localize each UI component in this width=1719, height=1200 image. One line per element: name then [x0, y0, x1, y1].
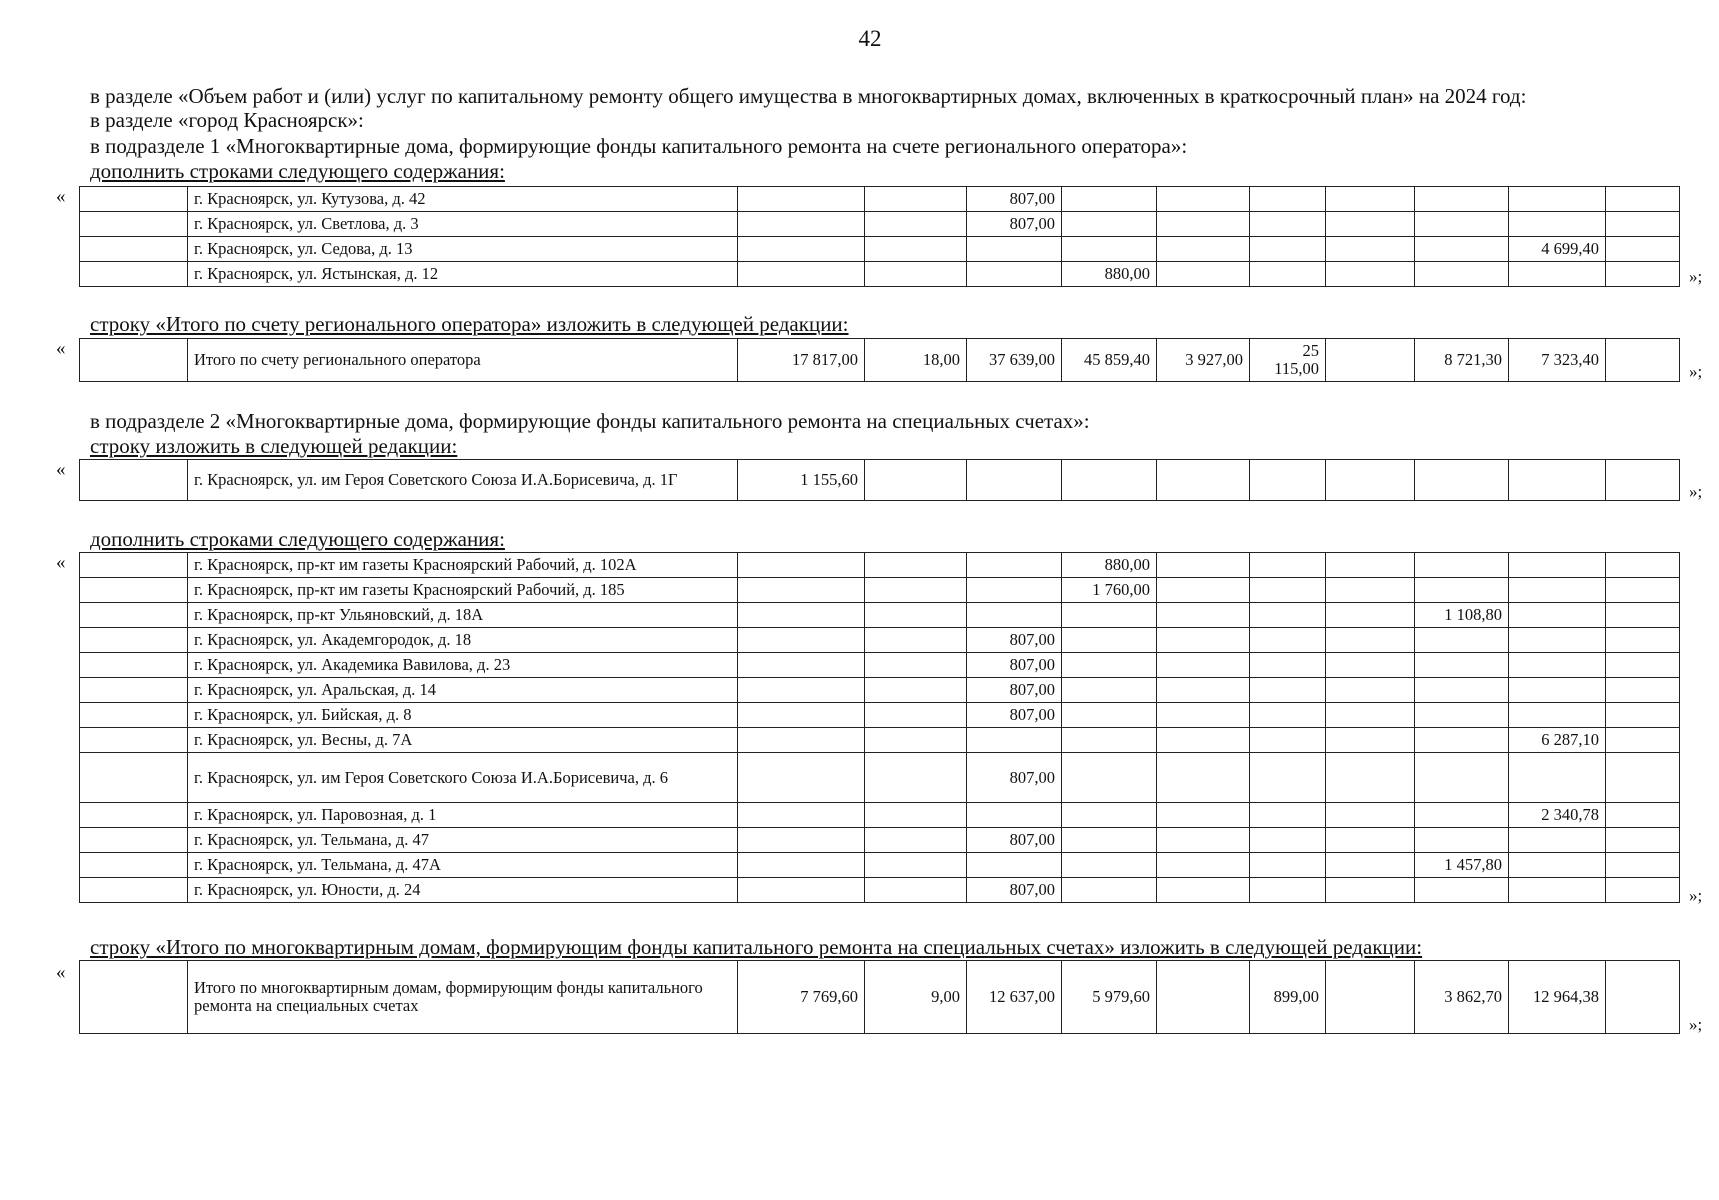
value-cell: [1326, 728, 1415, 753]
intro-line-3: в подразделе 1 «Многоквартирные дома, формирующие фонды капитального ремонта на счете регионального оператора»:: [90, 134, 1188, 158]
value-cell: [1062, 703, 1157, 728]
value-cell: [1415, 460, 1509, 501]
value-cell: [865, 187, 967, 212]
value-cell: 2 340,78: [1509, 803, 1606, 828]
table-row: [80, 628, 1680, 653]
table-regional-additions: [79, 186, 1680, 287]
value-cell: [1606, 578, 1680, 603]
value-cell: 17 817,00: [738, 339, 865, 382]
address-cell: г. Красноярск, ул. им Героя Советского Союза И.А.Борисевича, д. 6: [188, 753, 738, 803]
row-number-cell: [80, 961, 188, 1034]
value-cell: 807,00: [967, 212, 1062, 237]
value-cell: [1250, 578, 1326, 603]
value-cell: 807,00: [967, 828, 1062, 853]
value-cell: [1157, 803, 1250, 828]
address-cell: г. Красноярск, ул. Бийская, д. 8: [188, 703, 738, 728]
value-cell: [738, 237, 865, 262]
value-cell: 807,00: [967, 878, 1062, 903]
value-cell: [1062, 878, 1157, 903]
value-cell: [1062, 187, 1157, 212]
page-number: 42: [858, 26, 882, 51]
value-cell: [1062, 460, 1157, 501]
table-row: [80, 803, 1680, 828]
open-quote: «: [56, 552, 66, 573]
value-cell: [1509, 628, 1606, 653]
value-cell: 37 639,00: [967, 339, 1062, 382]
value-cell: 4 699,40: [1509, 237, 1606, 262]
row-number-cell: [80, 339, 188, 382]
close-quote: »;: [1689, 482, 1703, 501]
address-cell: г. Красноярск, ул. Весны, д. 7А: [188, 728, 738, 753]
value-cell: [1157, 578, 1250, 603]
table-row: [80, 653, 1680, 678]
value-cell: [967, 578, 1062, 603]
value-cell: [1509, 603, 1606, 628]
value-cell: 899,00: [1250, 961, 1326, 1034]
row-number-cell: [80, 237, 188, 262]
value-cell: [1157, 753, 1250, 803]
value-cell: 9,00: [865, 961, 967, 1034]
value-cell: [1509, 187, 1606, 212]
value-cell: [1415, 878, 1509, 903]
value-cell: [1157, 262, 1250, 287]
value-cell: [865, 628, 967, 653]
value-cell: [1157, 728, 1250, 753]
intro-line-4: дополнить строками следующего содержания:: [90, 159, 505, 183]
table-row: [80, 753, 1680, 803]
address-cell: г. Красноярск, ул. Академгородок, д. 18: [188, 628, 738, 653]
table-total-special: [79, 960, 1680, 1034]
total-special-heading: строку «Итого по многоквартирным домам, формирующим фонды капитального ремонта на специальных счетах» изложить в следующей редакции:: [90, 935, 1423, 959]
value-cell: [1606, 628, 1680, 653]
value-cell: [1606, 753, 1680, 803]
value-cell: [1157, 828, 1250, 853]
value-cell: [1509, 853, 1606, 878]
value-cell: [1326, 237, 1415, 262]
value-cell: [738, 212, 865, 237]
value-cell: 880,00: [1062, 262, 1157, 287]
value-cell: [1157, 212, 1250, 237]
open-quote: «: [56, 338, 66, 359]
value-cell: [1509, 262, 1606, 287]
value-cell: [1509, 828, 1606, 853]
value-cell: [1326, 628, 1415, 653]
value-cell: 1 108,80: [1415, 603, 1509, 628]
value-cell: [865, 753, 967, 803]
address-cell: г. Красноярск, ул. Седова, д. 13: [188, 237, 738, 262]
value-cell: 8 721,30: [1415, 339, 1509, 382]
value-cell: [967, 853, 1062, 878]
table2-heading: дополнить строками следующего содержания:: [90, 527, 505, 551]
address-cell: г. Красноярск, ул. Юности, д. 24: [188, 878, 738, 903]
value-cell: [1062, 828, 1157, 853]
value-cell: 807,00: [967, 703, 1062, 728]
row-number-cell: [80, 753, 188, 803]
address-cell: г. Красноярск, ул. Аральская, д. 14: [188, 678, 738, 703]
address-cell: г. Красноярск, ул. Тельмана, д. 47: [188, 828, 738, 853]
address-cell: г. Красноярск, пр-кт им газеты Красноярский Рабочий, д. 102А: [188, 553, 738, 578]
value-cell: [865, 653, 967, 678]
value-cell: [1326, 828, 1415, 853]
value-cell: [1326, 578, 1415, 603]
value-cell: [738, 187, 865, 212]
value-cell: [1250, 553, 1326, 578]
value-cell: [738, 703, 865, 728]
total-regional-heading: строку «Итого по счету регионального оператора» изложить в следующей редакции:: [90, 312, 849, 336]
value-cell: [1326, 878, 1415, 903]
intro-line-2: в разделе «город Красноярск»:: [90, 108, 364, 132]
value-cell: [738, 678, 865, 703]
row-number-cell: [80, 653, 188, 678]
value-cell: [1509, 460, 1606, 501]
value-cell: [865, 553, 967, 578]
row-number-cell: [80, 728, 188, 753]
value-cell: [1157, 961, 1250, 1034]
table-row: [80, 961, 1680, 1034]
value-cell: [1606, 460, 1680, 501]
value-cell: [1606, 961, 1680, 1034]
row-number-cell: [80, 678, 188, 703]
value-cell: [1062, 678, 1157, 703]
table-row: [80, 878, 1680, 903]
value-cell: [1062, 803, 1157, 828]
value-cell: [865, 578, 967, 603]
table-row: [80, 828, 1680, 853]
table-row: [80, 728, 1680, 753]
value-cell: [967, 460, 1062, 501]
value-cell: [1415, 828, 1509, 853]
value-cell: 807,00: [967, 753, 1062, 803]
value-cell: [1606, 339, 1680, 382]
value-cell: [1250, 878, 1326, 903]
value-cell: [738, 853, 865, 878]
value-cell: [1250, 603, 1326, 628]
value-cell: [865, 878, 967, 903]
open-quote: «: [56, 186, 66, 207]
table-row: [80, 553, 1680, 578]
value-cell: [1415, 753, 1509, 803]
value-cell: [1062, 753, 1157, 803]
address-cell: г. Красноярск, ул. Тельмана, д. 47А: [188, 853, 738, 878]
value-cell: [1326, 262, 1415, 287]
value-cell: [1326, 703, 1415, 728]
table-row: [80, 603, 1680, 628]
address-cell: г. Красноярск, ул. Паровозная, д. 1: [188, 803, 738, 828]
value-cell: 3 862,70: [1415, 961, 1509, 1034]
value-cell: [738, 603, 865, 628]
value-cell: [738, 653, 865, 678]
value-cell: [865, 603, 967, 628]
value-cell: [1415, 803, 1509, 828]
value-cell: [865, 212, 967, 237]
value-cell: [1157, 653, 1250, 678]
value-cell: [1509, 653, 1606, 678]
value-cell: [1509, 212, 1606, 237]
value-cell: [1326, 803, 1415, 828]
value-cell: [1250, 753, 1326, 803]
row-number-cell: [80, 187, 188, 212]
value-cell: [1606, 878, 1680, 903]
value-cell: 12 637,00: [967, 961, 1062, 1034]
close-quote: »;: [1689, 362, 1703, 381]
row-number-cell: [80, 603, 188, 628]
subsection2-heading: в подразделе 2 «Многоквартирные дома, формирующие фонды капитального ремонта на специальных счетах»:: [90, 409, 1090, 433]
value-cell: [738, 578, 865, 603]
value-cell: 807,00: [967, 628, 1062, 653]
value-cell: [1606, 553, 1680, 578]
value-cell: [1062, 237, 1157, 262]
value-cell: [1606, 703, 1680, 728]
value-cell: [865, 678, 967, 703]
value-cell: [1415, 187, 1509, 212]
value-cell: [1062, 603, 1157, 628]
table-row: [80, 678, 1680, 703]
value-cell: [1326, 853, 1415, 878]
value-cell: [1157, 703, 1250, 728]
table-row: [80, 460, 1680, 501]
row-number-cell: [80, 553, 188, 578]
value-cell: [1326, 603, 1415, 628]
value-cell: 807,00: [967, 187, 1062, 212]
table-row: [80, 339, 1680, 382]
value-cell: [1326, 212, 1415, 237]
open-quote: «: [56, 459, 66, 480]
value-cell: [1250, 653, 1326, 678]
value-cell: [1415, 262, 1509, 287]
table-special-additions: [79, 552, 1680, 903]
value-cell: [1062, 628, 1157, 653]
value-cell: [1606, 653, 1680, 678]
value-cell: [738, 753, 865, 803]
value-cell: 6 287,10: [1509, 728, 1606, 753]
value-cell: [1326, 553, 1415, 578]
open-quote: «: [56, 962, 66, 983]
value-cell: [1062, 653, 1157, 678]
value-cell: [738, 553, 865, 578]
value-cell: [1250, 803, 1326, 828]
row-number-cell: [80, 878, 188, 903]
value-cell: [865, 460, 967, 501]
value-cell: [865, 728, 967, 753]
close-quote: »;: [1689, 1015, 1703, 1034]
value-cell: [1157, 603, 1250, 628]
value-cell: [967, 262, 1062, 287]
value-cell: [1415, 703, 1509, 728]
value-cell: [1509, 553, 1606, 578]
value-cell: [1415, 628, 1509, 653]
table-subsection2-row: [79, 459, 1680, 501]
value-cell: [738, 728, 865, 753]
address-cell: г. Красноярск, ул. Ястынская, д. 12: [188, 262, 738, 287]
value-cell: [738, 628, 865, 653]
value-cell: [1250, 678, 1326, 703]
value-cell: [1250, 460, 1326, 501]
row-number-cell: [80, 262, 188, 287]
value-cell: [1157, 678, 1250, 703]
value-cell: 3 927,00: [1157, 339, 1250, 382]
value-cell: [1157, 853, 1250, 878]
value-cell: [865, 262, 967, 287]
value-cell: [1606, 828, 1680, 853]
value-cell: [1250, 828, 1326, 853]
row-number-cell: [80, 703, 188, 728]
value-cell: 1 457,80: [1415, 853, 1509, 878]
value-cell: [1509, 678, 1606, 703]
address-cell: Итого по счету регионального оператора: [188, 339, 738, 382]
value-cell: 1 155,60: [738, 460, 865, 501]
address-cell: г. Красноярск, ул. Кутузова, д. 42: [188, 187, 738, 212]
value-cell: [1157, 628, 1250, 653]
table-row: [80, 578, 1680, 603]
value-cell: [1250, 703, 1326, 728]
value-cell: [1250, 237, 1326, 262]
value-cell: [967, 237, 1062, 262]
value-cell: [1326, 339, 1415, 382]
value-cell: [1157, 237, 1250, 262]
value-cell: [1606, 187, 1680, 212]
close-quote: »;: [1689, 886, 1703, 905]
row-number-cell: [80, 212, 188, 237]
table-row: [80, 187, 1680, 212]
table-row: [80, 262, 1680, 287]
value-cell: [1509, 878, 1606, 903]
table-row: [80, 212, 1680, 237]
value-cell: [1326, 961, 1415, 1034]
value-cell: [1509, 703, 1606, 728]
value-cell: [738, 803, 865, 828]
row-number-cell: [80, 853, 188, 878]
intro-line-1: в разделе «Объем работ и (или) услуг по капитальному ремонту общего имущества в многоквартирных домах, включенных в краткосрочный план» на 2024 год:: [90, 84, 1527, 108]
value-cell: 5 979,60: [1062, 961, 1157, 1034]
value-cell: [1415, 578, 1509, 603]
value-cell: 1 760,00: [1062, 578, 1157, 603]
value-cell: [1415, 553, 1509, 578]
value-cell: [1606, 212, 1680, 237]
value-cell: [1415, 728, 1509, 753]
table-row: [80, 703, 1680, 728]
value-cell: [1509, 753, 1606, 803]
value-cell: 25 115,00: [1250, 339, 1326, 382]
address-cell: г. Красноярск, ул. им Героя Советского Союза И.А.Борисевича, д. 1Г: [188, 460, 738, 501]
value-cell: [738, 878, 865, 903]
value-cell: [1606, 728, 1680, 753]
table-row: [80, 853, 1680, 878]
row-number-cell: [80, 578, 188, 603]
value-cell: [1157, 187, 1250, 212]
value-cell: 807,00: [967, 653, 1062, 678]
value-cell: [1250, 628, 1326, 653]
value-cell: [1250, 187, 1326, 212]
row-number-cell: [80, 628, 188, 653]
value-cell: [1062, 728, 1157, 753]
address-cell: г. Красноярск, ул. Академика Вавилова, д. 23: [188, 653, 738, 678]
value-cell: [1326, 753, 1415, 803]
value-cell: [1415, 653, 1509, 678]
value-cell: [967, 728, 1062, 753]
value-cell: [1606, 803, 1680, 828]
value-cell: [1606, 262, 1680, 287]
value-cell: [865, 853, 967, 878]
value-cell: [967, 603, 1062, 628]
value-cell: [1157, 553, 1250, 578]
value-cell: [1062, 212, 1157, 237]
value-cell: [1157, 878, 1250, 903]
value-cell: 7 323,40: [1509, 339, 1606, 382]
value-cell: [865, 828, 967, 853]
value-cell: [1326, 678, 1415, 703]
value-cell: [967, 553, 1062, 578]
table-row: [80, 237, 1680, 262]
value-cell: 12 964,38: [1509, 961, 1606, 1034]
value-cell: [1062, 853, 1157, 878]
value-cell: [1606, 853, 1680, 878]
close-quote: »;: [1689, 267, 1703, 286]
value-cell: [1250, 262, 1326, 287]
value-cell: 18,00: [865, 339, 967, 382]
value-cell: [967, 803, 1062, 828]
value-cell: [1326, 653, 1415, 678]
value-cell: 807,00: [967, 678, 1062, 703]
value-cell: [738, 262, 865, 287]
address-cell: г. Красноярск, пр-кт Ульяновский, д. 18А: [188, 603, 738, 628]
value-cell: 880,00: [1062, 553, 1157, 578]
value-cell: [1606, 603, 1680, 628]
row-number-cell: [80, 828, 188, 853]
row-number-cell: [80, 460, 188, 501]
value-cell: [1606, 678, 1680, 703]
value-cell: [1326, 460, 1415, 501]
value-cell: [1606, 237, 1680, 262]
value-cell: [865, 703, 967, 728]
address-cell: Итого по многоквартирным домам, формирующим фонды капитального ремонта на специальных счетах: [188, 961, 738, 1034]
value-cell: [1326, 187, 1415, 212]
address-cell: г. Красноярск, пр-кт им газеты Красноярский Рабочий, д. 185: [188, 578, 738, 603]
value-cell: [1250, 853, 1326, 878]
row-number-cell: [80, 803, 188, 828]
value-cell: [1250, 212, 1326, 237]
subsection2-subheading: строку изложить в следующей редакции:: [90, 434, 458, 458]
value-cell: [1250, 728, 1326, 753]
value-cell: [1415, 678, 1509, 703]
value-cell: [1415, 212, 1509, 237]
value-cell: [738, 828, 865, 853]
table-total-regional: [79, 338, 1680, 382]
value-cell: 45 859,40: [1062, 339, 1157, 382]
value-cell: [1157, 460, 1250, 501]
value-cell: [865, 803, 967, 828]
value-cell: [1509, 578, 1606, 603]
value-cell: [865, 237, 967, 262]
value-cell: 7 769,60: [738, 961, 865, 1034]
address-cell: г. Красноярск, ул. Светлова, д. 3: [188, 212, 738, 237]
value-cell: [1415, 237, 1509, 262]
